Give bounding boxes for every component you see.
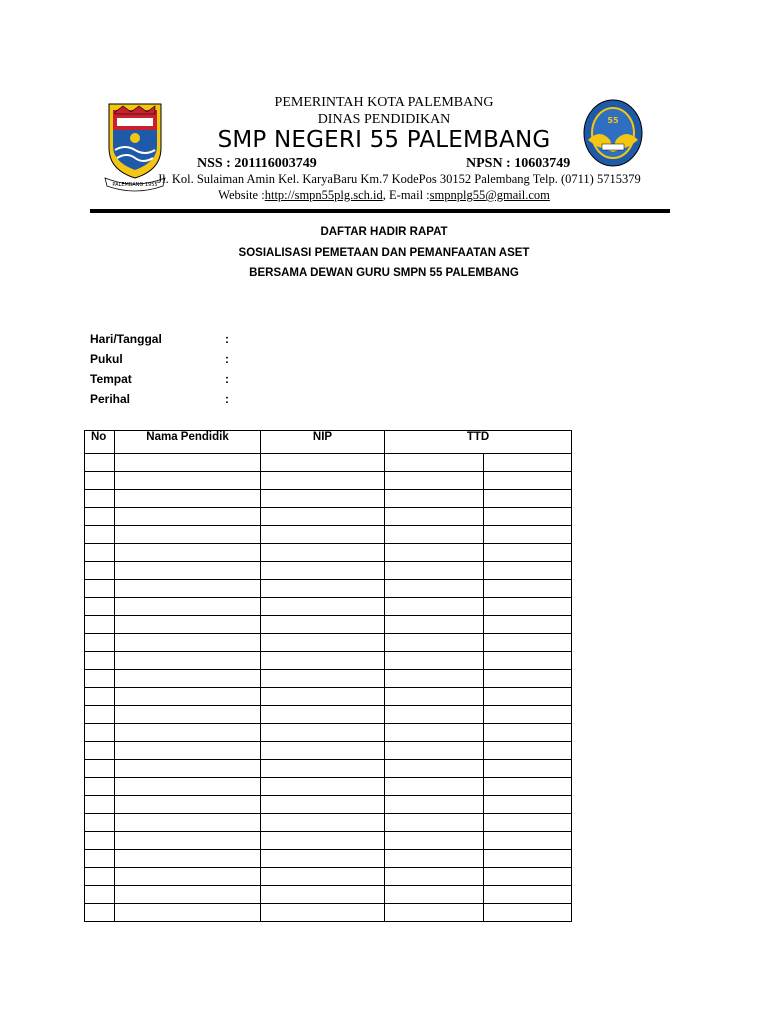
table-cell[interactable] — [85, 508, 115, 526]
table-cell[interactable] — [115, 544, 261, 562]
table-cell[interactable] — [261, 688, 385, 706]
nss-number: NSS : 201116003749 — [197, 156, 317, 171]
table-cell[interactable] — [261, 724, 385, 742]
table-cell[interactable] — [484, 562, 572, 580]
table-row — [85, 814, 572, 832]
government-title: PEMERINTAH KOTA PALEMBANG — [274, 95, 494, 110]
table-cell[interactable] — [261, 562, 385, 580]
contact-line — [0, 188, 768, 203]
table-cell[interactable] — [85, 688, 115, 706]
table-row — [85, 490, 572, 508]
table-cell[interactable] — [85, 562, 115, 580]
table-row — [85, 616, 572, 634]
table-row — [85, 580, 572, 598]
table-cell[interactable] — [115, 850, 261, 868]
table-cell[interactable] — [261, 580, 385, 598]
table-cell[interactable] — [385, 652, 484, 670]
table-cell[interactable] — [85, 598, 115, 616]
table-cell[interactable] — [385, 904, 484, 922]
table-cell[interactable] — [115, 652, 261, 670]
table-row — [85, 634, 572, 652]
table-cell[interactable] — [261, 454, 385, 472]
table-cell[interactable] — [115, 814, 261, 832]
table-cell[interactable] — [484, 850, 572, 868]
table-row — [85, 724, 572, 742]
table-cell[interactable] — [385, 796, 484, 814]
website-label: Website : — [218, 188, 265, 202]
table-cell[interactable] — [484, 508, 572, 526]
table-cell[interactable] — [484, 904, 572, 922]
field-colon: : — [225, 352, 229, 366]
school-name: SMP NEGERI 55 PALEMBANG — [217, 127, 551, 153]
table-cell[interactable] — [385, 850, 484, 868]
table-row — [85, 454, 572, 472]
table-cell[interactable] — [385, 454, 484, 472]
table-cell[interactable] — [115, 670, 261, 688]
document-title: DAFTAR HADIR RAPAT — [320, 226, 448, 238]
table-cell[interactable] — [484, 796, 572, 814]
table-cell[interactable] — [484, 598, 572, 616]
table-row — [85, 904, 572, 922]
table-cell[interactable] — [385, 580, 484, 598]
table-cell[interactable] — [385, 508, 484, 526]
table-cell[interactable] — [115, 904, 261, 922]
table-cell[interactable] — [115, 688, 261, 706]
table-cell[interactable] — [115, 832, 261, 850]
table-cell[interactable] — [85, 544, 115, 562]
table-cell[interactable] — [85, 760, 115, 778]
letterhead-divider — [90, 209, 670, 213]
table-cell[interactable] — [85, 742, 115, 760]
svg-text:55: 55 — [607, 116, 619, 125]
table-row — [85, 562, 572, 580]
field-label-date: Hari/Tanggal — [90, 332, 162, 346]
table-cell[interactable] — [261, 652, 385, 670]
table-cell[interactable] — [261, 904, 385, 922]
table-cell[interactable] — [85, 868, 115, 886]
table-cell[interactable] — [484, 742, 572, 760]
table-cell[interactable] — [385, 742, 484, 760]
table-cell[interactable] — [385, 526, 484, 544]
svg-text:PALEMBANG 1955: PALEMBANG 1955 — [112, 182, 158, 188]
table-cell[interactable] — [115, 526, 261, 544]
table-cell[interactable] — [115, 454, 261, 472]
table-cell[interactable] — [484, 760, 572, 778]
table-row — [85, 706, 572, 724]
table-row — [85, 472, 572, 490]
table-cell[interactable] — [85, 814, 115, 832]
field-colon: : — [225, 372, 229, 386]
table-row — [85, 778, 572, 796]
table-cell[interactable] — [385, 760, 484, 778]
table-cell[interactable] — [261, 508, 385, 526]
table-cell[interactable] — [261, 490, 385, 508]
table-row — [85, 868, 572, 886]
table-cell[interactable] — [85, 832, 115, 850]
attendance-table — [84, 430, 572, 922]
table-row — [85, 886, 572, 904]
department-title: DINAS PENDIDIKAN — [317, 112, 451, 127]
table-cell[interactable] — [484, 886, 572, 904]
table-cell[interactable] — [85, 904, 115, 922]
table-cell[interactable] — [115, 562, 261, 580]
table-cell[interactable] — [85, 724, 115, 742]
table-cell[interactable] — [484, 670, 572, 688]
table-row — [85, 832, 572, 850]
table-cell[interactable] — [484, 724, 572, 742]
table-cell[interactable] — [261, 796, 385, 814]
table-cell[interactable] — [85, 778, 115, 796]
table-cell[interactable] — [261, 526, 385, 544]
table-body — [85, 454, 572, 922]
field-colon: : — [225, 332, 229, 346]
table-cell[interactable] — [484, 814, 572, 832]
table-row — [85, 760, 572, 778]
field-label-subject: Perihal — [90, 392, 131, 406]
table-cell[interactable] — [115, 598, 261, 616]
table-row — [85, 598, 572, 616]
table-cell[interactable] — [385, 832, 484, 850]
table-cell[interactable] — [385, 490, 484, 508]
table-cell[interactable] — [484, 526, 572, 544]
table-cell[interactable] — [484, 454, 572, 472]
table-cell[interactable] — [115, 742, 261, 760]
table-cell[interactable] — [484, 634, 572, 652]
table-cell[interactable] — [261, 814, 385, 832]
table-cell[interactable] — [484, 580, 572, 598]
table-cell[interactable] — [115, 634, 261, 652]
table-cell[interactable] — [261, 598, 385, 616]
header-ttd: TTD — [385, 431, 572, 454]
table-cell[interactable] — [85, 472, 115, 490]
table-cell[interactable] — [261, 742, 385, 760]
table-cell[interactable] — [385, 598, 484, 616]
table-cell[interactable] — [115, 796, 261, 814]
table-cell[interactable] — [85, 580, 115, 598]
header-nip: NIP — [261, 431, 385, 454]
table-cell[interactable] — [85, 526, 115, 544]
table-cell[interactable] — [385, 670, 484, 688]
table-cell[interactable] — [261, 832, 385, 850]
table-cell[interactable] — [484, 544, 572, 562]
table-cell[interactable] — [385, 688, 484, 706]
table-cell[interactable] — [115, 508, 261, 526]
table-cell[interactable] — [261, 868, 385, 886]
table-cell[interactable] — [261, 544, 385, 562]
email-label: , E-mail : — [382, 188, 430, 202]
table-row — [85, 652, 572, 670]
table-cell[interactable] — [261, 616, 385, 634]
table-cell[interactable] — [385, 634, 484, 652]
table-cell[interactable] — [484, 832, 572, 850]
table-cell[interactable] — [385, 814, 484, 832]
table-cell[interactable] — [484, 472, 572, 490]
table-cell[interactable] — [85, 850, 115, 868]
table-cell[interactable] — [115, 490, 261, 508]
table-cell[interactable] — [115, 616, 261, 634]
header-name: Nama Pendidik — [115, 431, 261, 454]
table-cell[interactable] — [85, 616, 115, 634]
table-cell[interactable] — [85, 670, 115, 688]
table-row — [85, 526, 572, 544]
table-row — [85, 670, 572, 688]
table-cell[interactable] — [261, 472, 385, 490]
table-cell[interactable] — [261, 634, 385, 652]
table-cell[interactable] — [85, 886, 115, 904]
table-cell[interactable] — [85, 652, 115, 670]
table-row — [85, 544, 572, 562]
table-cell[interactable] — [85, 706, 115, 724]
table-cell[interactable] — [484, 616, 572, 634]
table-cell[interactable] — [385, 778, 484, 796]
table-cell[interactable] — [115, 886, 261, 904]
table-cell[interactable] — [484, 490, 572, 508]
table-cell[interactable] — [85, 490, 115, 508]
document-subtitle-2: BERSAMA DEWAN GURU SMPN 55 PALEMBANG — [249, 267, 519, 279]
table-cell[interactable] — [115, 706, 261, 724]
table-cell[interactable] — [385, 544, 484, 562]
npsn-number: NPSN : 10603749 — [466, 156, 571, 171]
table-cell[interactable] — [261, 850, 385, 868]
field-label-time: Pukul — [90, 352, 123, 366]
document-subtitle: SOSIALISASI PEMETAAN DAN PEMANFAATAN ASET — [238, 247, 530, 259]
table-header-row — [85, 431, 572, 454]
table-cell[interactable] — [261, 778, 385, 796]
table-cell[interactable] — [115, 580, 261, 598]
table-cell[interactable] — [385, 706, 484, 724]
table-cell[interactable] — [261, 760, 385, 778]
table-cell[interactable] — [484, 688, 572, 706]
table-row — [85, 850, 572, 868]
header-no: No — [85, 431, 115, 454]
table-cell[interactable] — [115, 472, 261, 490]
table-cell[interactable] — [484, 706, 572, 724]
table-cell[interactable] — [484, 652, 572, 670]
table-row — [85, 742, 572, 760]
table-cell[interactable] — [261, 886, 385, 904]
table-cell[interactable] — [261, 670, 385, 688]
email-link[interactable]: smpnplg55@gmail.com — [429, 188, 550, 202]
table-cell[interactable] — [385, 562, 484, 580]
table-row — [85, 688, 572, 706]
table-cell[interactable] — [85, 796, 115, 814]
school-address: Jl. Kol. Sulaiman Amin Kel. KaryaBaru Km.7 KodePos 30152 Palembang Telp. (0711) 5715379 — [157, 172, 641, 186]
table-cell[interactable] — [115, 868, 261, 886]
table-cell[interactable] — [484, 868, 572, 886]
table-cell[interactable] — [385, 886, 484, 904]
table-cell[interactable] — [385, 472, 484, 490]
table-cell[interactable] — [385, 724, 484, 742]
table-cell[interactable] — [484, 778, 572, 796]
table-cell[interactable] — [261, 706, 385, 724]
table-cell[interactable] — [385, 868, 484, 886]
table-row — [85, 796, 572, 814]
table-cell[interactable] — [85, 454, 115, 472]
website-link[interactable]: http://smpn55plg.sch.id — [264, 188, 383, 202]
table-cell[interactable] — [385, 616, 484, 634]
table-cell[interactable] — [85, 634, 115, 652]
field-colon: : — [225, 392, 229, 406]
table-cell[interactable] — [115, 760, 261, 778]
field-label-place: Tempat — [90, 372, 132, 386]
table-row — [85, 508, 572, 526]
table-cell[interactable] — [115, 778, 261, 796]
table-cell[interactable] — [115, 724, 261, 742]
